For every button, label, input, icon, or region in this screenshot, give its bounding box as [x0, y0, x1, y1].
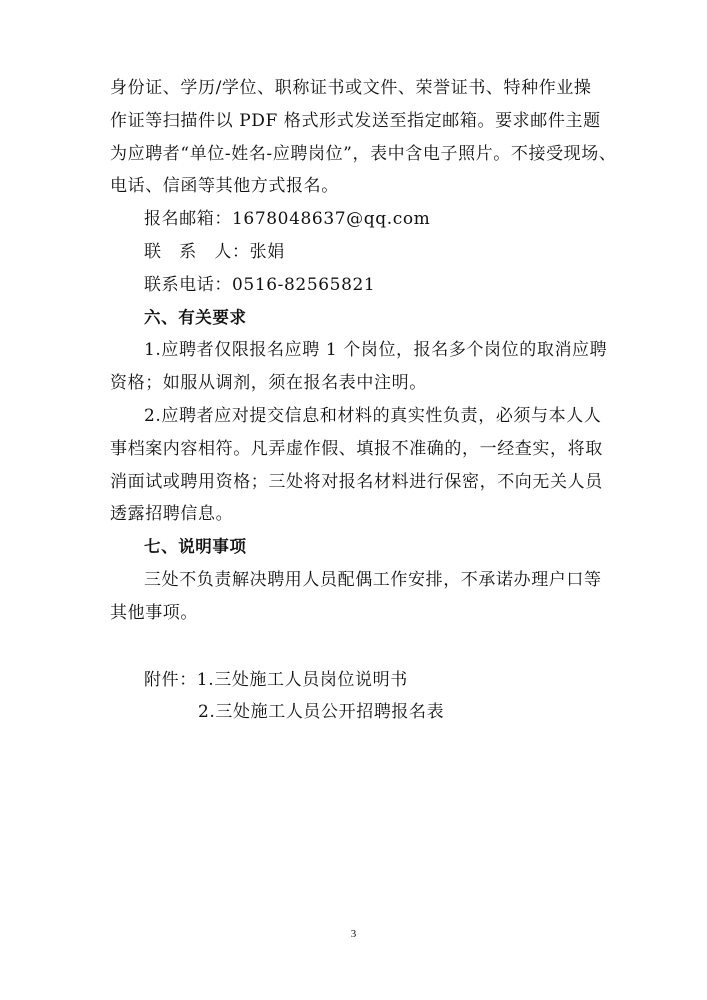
notes-text-line: 三处不负责解决聘用人员配偶工作安排，不承诺办理户口等 [144, 569, 602, 590]
requirement-item-1-line: 1.应聘者仅限报名应聘 1 个岗位，报名多个岗位的取消应聘 [144, 340, 608, 361]
spacer [110, 630, 600, 664]
body-text-line: 作证等扫描件以 PDF 格式形式发送至指定邮箱。要求邮件主题 [110, 110, 601, 131]
attachment-2: 2.三处施工人员公开招聘报名表 [198, 702, 445, 723]
body-text-line: 为应聘者“单位-姓名-应聘岗位”，表中含电子照片。不接受现场、 [110, 143, 617, 164]
requirement-item-1-line: 资格；如服从调剂，须在报名表中注明。 [110, 373, 427, 394]
requirement-item-2-line: 事档案内容相符。凡弄虚作假、填报不准确的，一经查实，将取 [110, 438, 603, 459]
contact-person: 联 系 人：张娟 [144, 241, 285, 262]
attachment-1: 附件：1.三处施工人员岗位说明书 [144, 669, 408, 690]
requirement-item-2-line: 消面试或聘用资格；三处将对报名材料进行保密，不向无关人员 [110, 471, 603, 492]
section-heading-requirements: 六、有关要求 [144, 307, 247, 327]
body-text-line: 身份证、学历/学位、职称证书或文件、荣誉证书、特种作业操 [110, 78, 592, 98]
requirement-item-2-line: 2.应聘者应对提交信息和材料的真实性负责，必须与本人人 [144, 405, 602, 426]
section-heading-notes: 七、说明事项 [144, 537, 247, 557]
contact-phone: 联系电话：0516-82565821 [144, 274, 376, 295]
page-number: 3 [350, 928, 357, 940]
body-text-line: 电话、信函等其他方式报名。 [110, 176, 339, 197]
contact-email: 报名邮箱：1678048637@qq.com [144, 209, 431, 230]
requirement-item-2-line: 透露招聘信息。 [110, 504, 234, 525]
document-body [110, 72, 617, 729]
notes-text-line: 其他事项。 [110, 602, 198, 623]
